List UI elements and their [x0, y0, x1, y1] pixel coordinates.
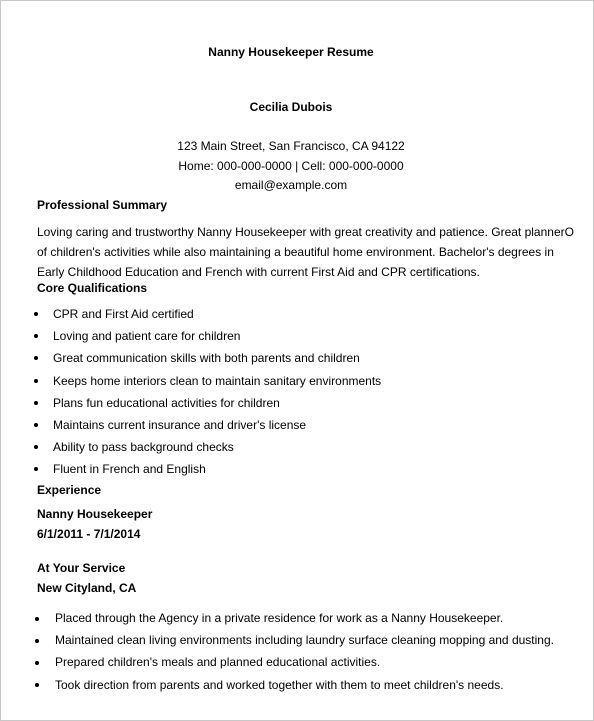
bullet-icon — [35, 617, 39, 621]
document-title: Nanny Housekeeper Resume — [208, 45, 374, 59]
job-title: Nanny Housekeeper — [37, 507, 153, 521]
bullet-icon — [34, 312, 38, 316]
summary-line: Loving caring and trustworthy Nanny Housekeeper with great creativity and patience. Great plannerO — [37, 225, 574, 239]
company-name: At Your Service — [37, 561, 126, 575]
list-item: Took direction from parents and worked together with them to meet children's needs. — [55, 678, 504, 692]
address-line: 123 Main Street, San Francisco, CA 94122 — [177, 139, 405, 153]
company-location: New Cityland, CA — [37, 581, 137, 595]
list-item: Plans fun educational activities for children — [53, 396, 280, 410]
summary-line: of children's activities while also maintaining a beautiful home environment. Bachelor's degrees in — [37, 245, 554, 259]
bullet-icon — [34, 445, 38, 449]
qualifications-heading: Core Qualifications — [37, 281, 148, 295]
bullet-icon — [35, 639, 39, 643]
list-item: Placed through the Agency in a private residence for work as a Nanny Housekeeper. — [55, 611, 504, 625]
list-item: Keeps home interiors clean to maintain sanitary environments — [53, 374, 382, 388]
list-item: CPR and First Aid certified — [53, 307, 194, 321]
list-item: Loving and patient care for children — [53, 329, 241, 343]
candidate-name: Cecilia Dubois — [249, 100, 333, 114]
phone-line: Home: 000-000-0000 | Cell: 000-000-0000 — [178, 159, 404, 173]
list-item: Great communication skills with both parents and children — [53, 351, 360, 365]
email-line: email@example.com — [234, 178, 348, 192]
bullet-icon — [34, 379, 38, 383]
list-item: Maintains current insurance and driver's license — [53, 418, 307, 432]
bullet-icon — [34, 467, 38, 471]
summary-text — [37, 222, 574, 282]
list-item: Fluent in French and English — [53, 462, 206, 476]
bullet-icon — [34, 423, 38, 427]
bullet-icon — [35, 683, 39, 687]
bullet-icon — [34, 401, 38, 405]
list-item: Ability to pass background checks — [53, 440, 234, 454]
bullet-icon — [34, 356, 38, 360]
list-item: Maintained clean living environments including laundry surface cleaning mopping and dusting. — [55, 633, 554, 647]
job-dates: 6/1/2011 - 7/1/2014 — [37, 527, 141, 541]
bullet-icon — [35, 661, 39, 665]
list-item: Prepared children's meals and planned educational activities. — [55, 655, 381, 669]
experience-heading: Experience — [37, 483, 102, 497]
bullet-icon — [34, 334, 38, 338]
summary-heading: Professional Summary — [37, 198, 168, 212]
summary-line: Early Childhood Education and French with current First Aid and CPR certifications. — [37, 265, 480, 279]
